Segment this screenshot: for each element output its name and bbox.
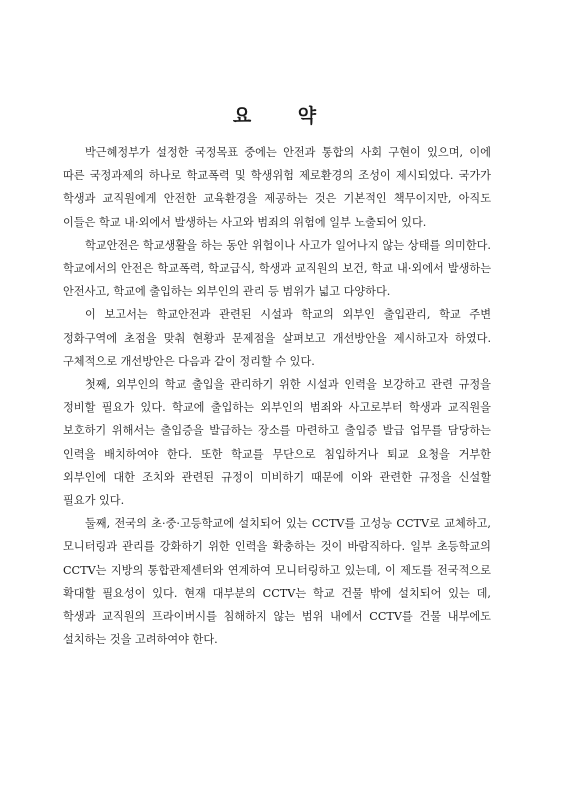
paragraph-second-recommendation: 둘째, 전국의 초·중·고등학교에 설치되어 있는 CCTV를 고성능 CCTV로 교체하고, 모니터링과 관리를 강화하기 위한 인력을 확충하는 것이 바람직하다. 일부 초등학교의 CCTV는 지방의 통합관제센터와 연계하여 모니터링하고 있는데, 이 제도를 전국적으로 확대할 필요성이 있다. 현재 대부분의 CCTV는 학교 건물 밖에 설치되어 있는 데, 학생과 교직원의 프라이버시를 침해하지 않는 범위 내에서 CCTV를 건물 내부에도 설치하는 것을 고려하여야 한다. bbox=[63, 517, 491, 647]
paragraph-first-recommendation: 첫째, 외부인의 학교 출입을 관리하기 위한 시설과 인력을 보강하고 관련 규정을 정비할 필요가 있다. 학교에 출입하는 외부인의 범죄와 사고로부터 학생과 교직원을 보호하기 위해서는 출입증을 발급하는 장소를 마련하고 출입증 발급 업무를 담당하는 인력을 배치하여야 한다. 또한 학교를 무단으로 침입하거나 퇴교 요청을 거부한 외부인에 대한 조치와 관련된 규정이 미비하기 때문에 이와 관련한 규정을 신설할 필요가 있다. bbox=[63, 378, 491, 508]
paragraph-report-scope: 이 보고서는 학교안전과 관련된 시설과 학교의 외부인 출입관리, 학교 주변 정화구역에 초점을 맞춰 현황과 문제점을 살펴보고 개선방안을 제시하고자 하였다. 구체적으로 개선방안은 다음과 같이 정리할 수 있다. bbox=[63, 308, 491, 368]
summary-body bbox=[63, 141, 491, 651]
paragraph-school-safety: 학교안전은 학교생활을 하는 동안 위험이나 사고가 일어나지 않는 상태를 의미한다. 학교에서의 안전은 학교폭력, 학교급식, 학생과 교직원의 보건, 학교 내·외에서 발생하는 안전사고, 학교에 출입하는 외부인의 관리 등 범위가 넓고 다양하다. bbox=[63, 238, 491, 299]
summary-title: 요 약 bbox=[232, 105, 337, 127]
paragraph-intro: 박근혜정부가 설정한 국정목표 중에는 안전과 통합의 사회 구현이 있으며, 이에 따른 국정과제의 하나로 학교폭력 및 학생위험 제로환경의 조성이 제시되었다. 국가가 학생과 교직원에게 안전한 교육환경을 제공하는 것은 기본적인 책무이지만, 아직도 이들은 학교 내·외에서 발생하는 사고와 범죄의 위험에 일부 노출되어 있다. bbox=[63, 146, 491, 229]
